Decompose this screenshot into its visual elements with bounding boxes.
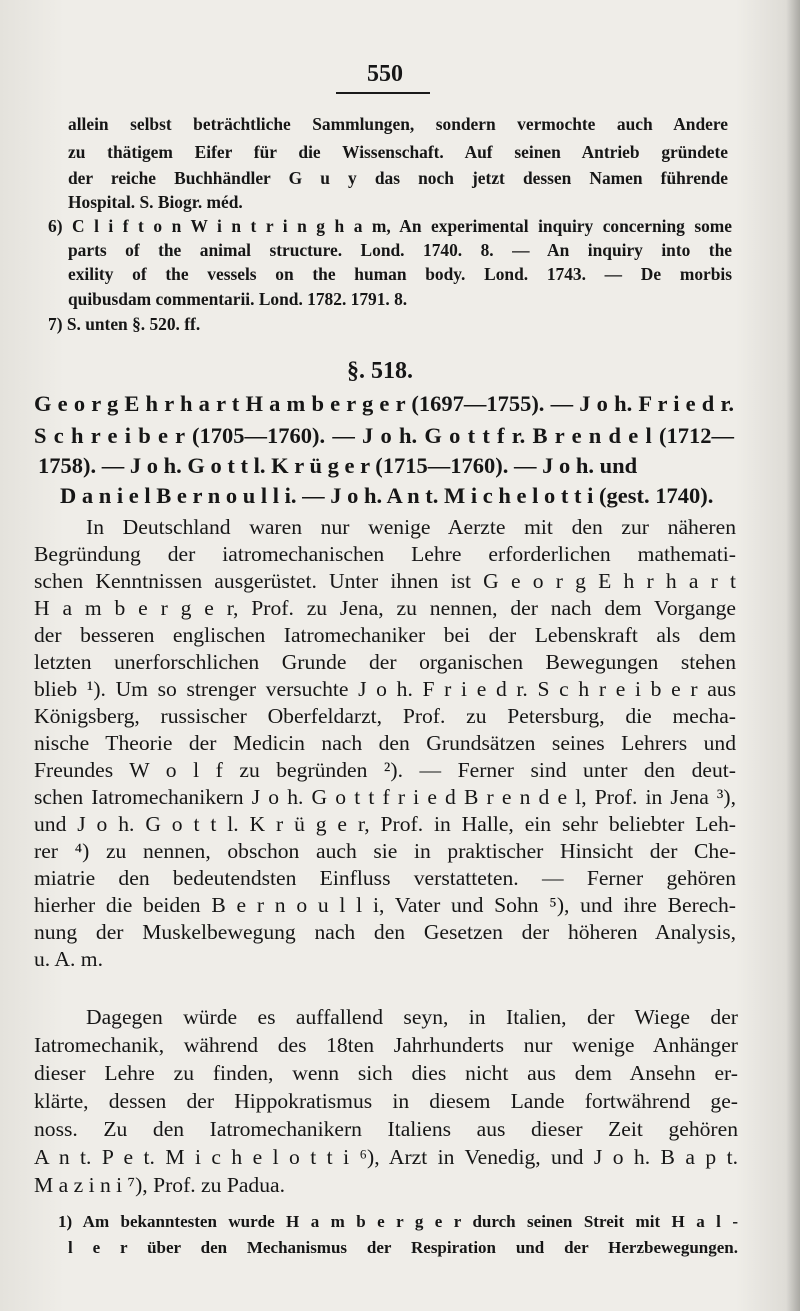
footnote-line: l e r über den Mechanismus der Respiration und der Herzbewegungen.: [68, 1238, 738, 1257]
page-number-rule: [336, 92, 430, 94]
heading-line: 1758). — J o h. G o t t l. K r ü g e r (1715—1760). — J o h. und: [38, 453, 638, 478]
body-line: Königsberg, russischer Oberfeldarzt, Prof. zu Petersburg, die mecha-: [34, 704, 736, 728]
notes-top-line: allein selbst beträchtliche Sammlungen, sondern vermochte auch Andere: [68, 114, 728, 134]
body-line: noss. Zu den Iatromechanikern Italiens aus dieser Zeit gehören: [34, 1117, 738, 1141]
notes-top-line: Hospital. S. Biogr. méd.: [68, 192, 243, 212]
body-line: schen Kenntnissen ausgerüstet. Unter ihnen ist G e o r g E h r h a r t: [34, 569, 736, 593]
footnote-line: 1) Am bekanntesten wurde H a m b e r g e r durch seinen Streit mit H a l -: [58, 1212, 738, 1231]
body-line: und J o h. G o t t l. K r ü g e r, Prof. in Halle, ein sehr beliebter Leh-: [34, 812, 736, 836]
body-line: blieb ¹). Um so strenger versuchte J o h. F r i e d r. S c h r e i b e r aus: [34, 677, 736, 701]
page-number: 550: [367, 61, 403, 87]
heading-line: S c h r e i b e r (1705—1760). — J o h. G o t t f r. B r e n d e l (1712—: [34, 423, 734, 448]
body-line: nische Theorie der Medicin nach den Grundsätzen seines Lehrers und: [34, 731, 736, 755]
notes-top-line: 7) S. unten §. 520. ff.: [48, 314, 201, 334]
body-line: Iatromechanik, während des 18ten Jahrhunderts nur wenige Anhänger: [34, 1033, 738, 1057]
notes-top-line: zu thätigem Eifer für die Wissenschaft. Auf seinen Antrieb gründete: [68, 142, 728, 162]
body-line: rer ⁴) zu nennen, obschon auch sie in praktischer Hinsicht der Che-: [34, 839, 736, 863]
body-line: M a z i n i ⁷), Prof. zu Padua.: [34, 1173, 286, 1197]
body-line: letzten unerforschlichen Grunde der organischen Bewegungen stehen: [34, 650, 736, 674]
heading-line: G e o r g E h r h a r t H a m b e r g e r (1697—1755). — J o h. F r i e d r.: [34, 391, 734, 416]
heading-line: D a n i e l B e r n o u l l i. — J o h. A n t. M i c h e l o t t i (gest. 1740).: [60, 483, 714, 508]
notes-top-line: exility of the vessels on the human body. Lond. 1743. — De morbis: [68, 264, 732, 284]
notes-top-line: 6) C l i f t o n W i n t r i n g h a m, An experimental inquiry concerning some: [48, 216, 732, 236]
body-line: Dagegen würde es auffallend seyn, in Italien, der Wiege der: [86, 1005, 738, 1029]
body-line: miatrie den bedeutendsten Einfluss verstatteten. — Ferner gehören: [34, 866, 736, 890]
notes-top-line: quibusdam commentarii. Lond. 1782. 1791. 8.: [68, 289, 408, 309]
body-line: Begründung der iatromechanischen Lehre erforderlichen mathemati-: [34, 542, 736, 566]
page-spine-shadow: [786, 0, 800, 1311]
body-line: H a m b e r g e r, Prof. zu Jena, zu nennen, der nach dem Vorgange: [34, 596, 736, 620]
body-line: In Deutschland waren nur wenige Aerzte mit den zur näheren: [86, 515, 736, 539]
section-number: §. 518.: [347, 358, 413, 384]
body-line: hierher die beiden B e r n o u l l i, Vater und Sohn ⁵), und ihre Berech-: [34, 893, 736, 917]
body-line: dieser Lehre zu finden, wenn sich dies nicht aus dem Ansehn er-: [34, 1061, 738, 1085]
body-line: klärte, dessen der Hippokratismus in diesem Lande fortwährend ge-: [34, 1089, 738, 1113]
body-line: schen Iatromechanikern J o h. G o t t f r i e d B r e n d e l, Prof. in Jena ³),: [34, 785, 736, 809]
notes-top-line: der reiche Buchhändler G u y das noch jetzt dessen Namen führende: [68, 168, 728, 188]
notes-top-line: parts of the animal structure. Lond. 1740. 8. — An inquiry into the: [68, 240, 732, 260]
body-line: nung der Muskelbewegung nach den Gesetzen der höheren Analysis,: [34, 920, 736, 944]
body-line: Freundes W o l f zu begründen ²). — Ferner sind unter den deut-: [34, 758, 736, 782]
body-line: u. A. m.: [34, 947, 103, 971]
body-line: A n t. P e t. M i c h e l o t t i ⁶), Arzt in Venedig, und J o h. B a p t.: [34, 1145, 738, 1169]
body-line: der besseren englischen Iatromechaniker bei der Lebenskraft als dem: [34, 623, 736, 647]
